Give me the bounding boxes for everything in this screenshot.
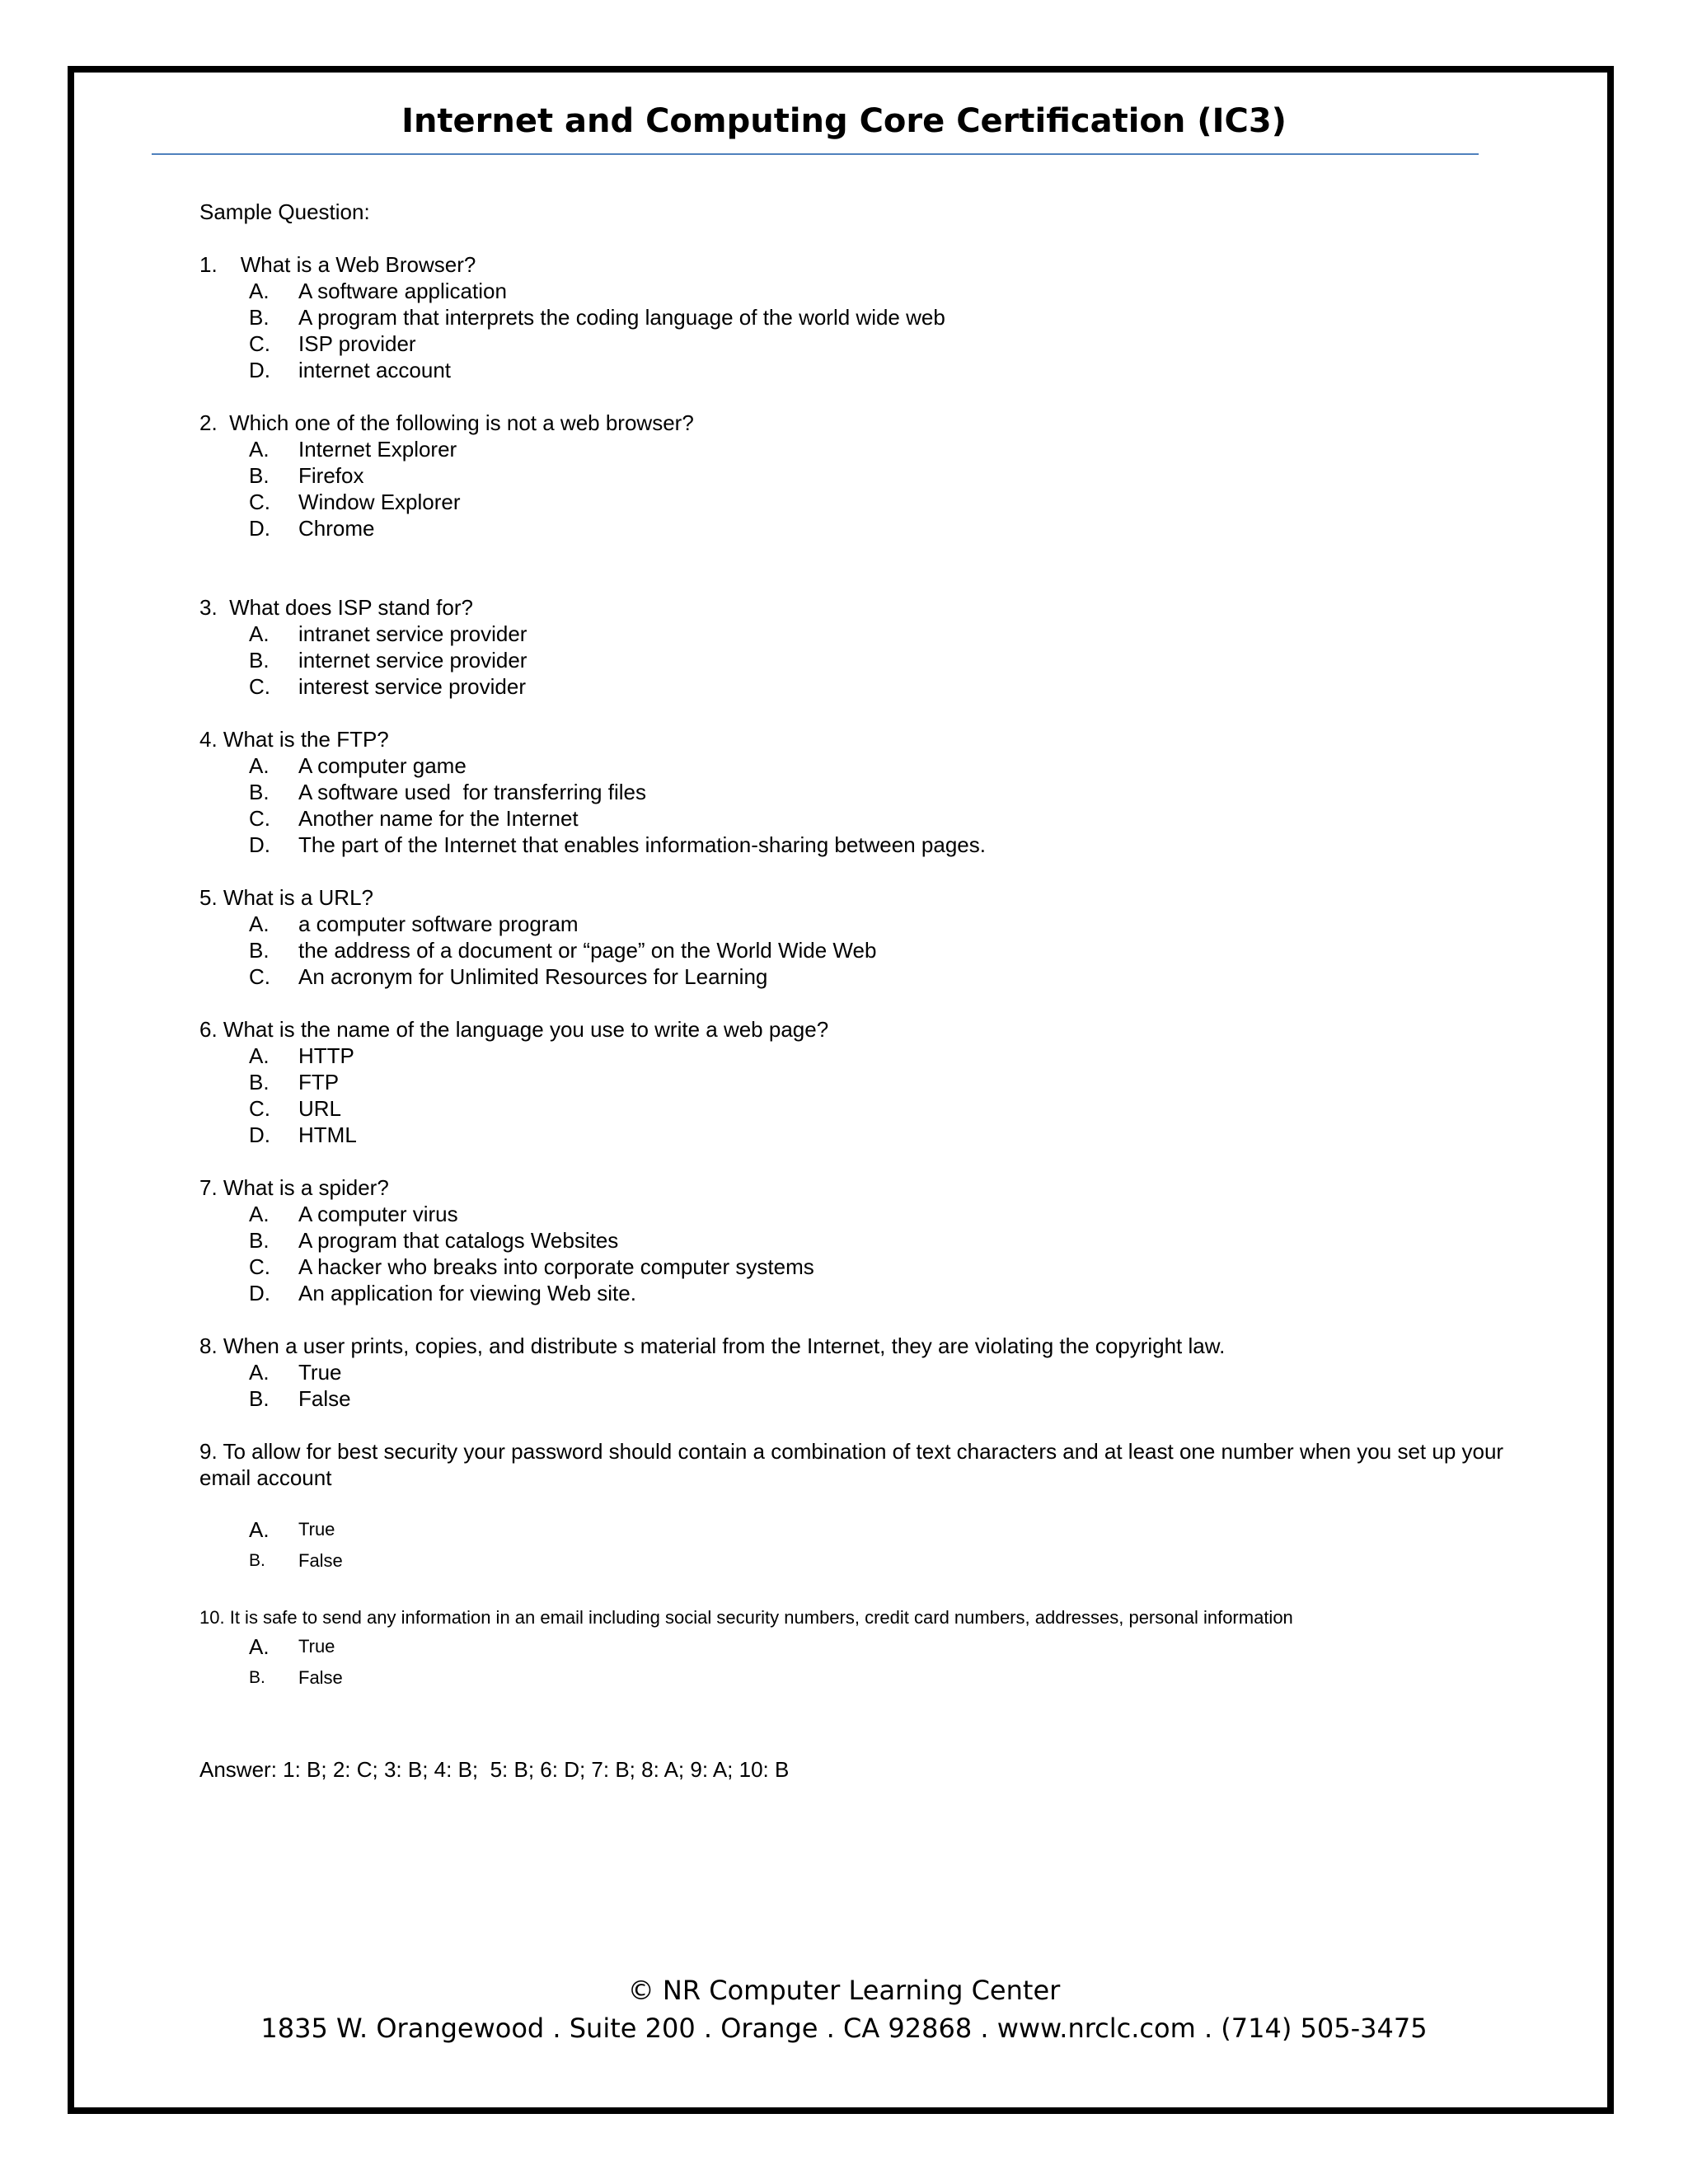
option-letter: B. — [249, 1228, 270, 1253]
question-list — [199, 198, 1518, 1783]
intro-label: Sample Question: — [199, 199, 370, 224]
option-a — [199, 278, 1518, 304]
question-text — [199, 251, 1518, 278]
option-text: HTTP — [298, 1043, 354, 1068]
option-c — [199, 963, 1518, 990]
option-list — [199, 911, 1518, 990]
question-label: What is a URL? — [223, 885, 373, 910]
question-number: 4. — [199, 727, 218, 752]
option-text: intranet service provider — [298, 621, 528, 646]
option-letter: C. — [249, 674, 270, 699]
option-letter: B. — [249, 1070, 270, 1094]
option-text: A hacker who breaks into corporate computer systems — [298, 1254, 814, 1279]
option-letter: A. — [249, 437, 270, 462]
question-text — [199, 594, 1518, 621]
option-d — [199, 515, 1518, 541]
question-text — [199, 410, 1518, 436]
option-b — [199, 647, 1518, 673]
question-label: Which one of the following is not a web browser? — [229, 410, 694, 435]
option-b — [199, 1227, 1518, 1254]
option-list — [199, 1514, 1518, 1577]
option-d — [199, 1122, 1518, 1148]
option-b — [199, 1385, 1518, 1412]
copyright-line: © NR Computer Learning Center — [627, 1975, 1061, 2006]
question-label: What is the name of the language you use to write a web page? — [223, 1017, 829, 1042]
option-b — [199, 304, 1518, 330]
option-letter: B. — [249, 1386, 270, 1411]
question-4 — [199, 726, 1518, 858]
option-c — [199, 1254, 1518, 1280]
option-text: True — [298, 1519, 335, 1540]
option-letter: D. — [249, 1281, 270, 1305]
option-d — [199, 357, 1518, 383]
option-letter: A. — [249, 753, 270, 778]
option-letter: B. — [249, 305, 270, 330]
question-2 — [199, 410, 1518, 541]
question-label: What is the FTP? — [223, 727, 389, 752]
question-9 — [199, 1438, 1518, 1577]
option-letter: C. — [249, 490, 270, 514]
option-letter: A. — [249, 279, 270, 303]
option-a — [199, 1514, 1518, 1545]
option-text: the address of a document or “page” on the World Wide Web — [298, 938, 877, 963]
option-text: A software used for transferring files — [298, 780, 646, 804]
option-a — [199, 436, 1518, 462]
option-letter: B. — [249, 648, 270, 673]
option-text: An application for viewing Web site. — [298, 1281, 636, 1305]
question-label: It is safe to send any information in an email including social security numbers, credit card numbers, addresses, personal information — [229, 1607, 1293, 1628]
option-text: Window Explorer — [298, 490, 461, 514]
option-b — [199, 1662, 1518, 1694]
option-text: Chrome — [298, 516, 375, 541]
option-c — [199, 489, 1518, 515]
option-text: internet account — [298, 358, 452, 382]
option-text: A computer game — [298, 753, 467, 778]
option-letter: B. — [249, 1668, 265, 1687]
question-number: 5. — [199, 885, 218, 910]
option-letter: C. — [249, 1254, 270, 1279]
question-number: 10. — [199, 1607, 225, 1628]
option-text: True — [298, 1636, 335, 1657]
question-text — [199, 1333, 1518, 1359]
option-b — [199, 462, 1518, 489]
option-text: A program that catalogs Websites — [298, 1228, 619, 1253]
option-list — [199, 621, 1518, 700]
option-letter: C. — [249, 1096, 270, 1121]
option-text: HTML — [298, 1122, 357, 1147]
question-text — [199, 1605, 1518, 1631]
answer-key: Answer: 1: B; 2: C; 3: B; 4: B; 5: B; 6: D; 7: B; 8: A; 9: A; 10: B — [199, 1757, 790, 1782]
question-3 — [199, 594, 1518, 700]
address-line: 1835 W. Orangewood . Suite 200 . Orange . CA 92868 . www.nrclc.com . (714) 505-3475 — [260, 2013, 1428, 2044]
option-letter: B. — [249, 463, 270, 488]
option-letter: D. — [249, 1122, 270, 1147]
option-b — [199, 937, 1518, 963]
option-b — [199, 779, 1518, 805]
question-text — [199, 1174, 1518, 1201]
option-c — [199, 673, 1518, 700]
option-list — [199, 1631, 1518, 1694]
option-a — [199, 621, 1518, 647]
question-text — [199, 726, 1518, 752]
option-a — [199, 1043, 1518, 1069]
question-label: What is a spider? — [223, 1175, 389, 1200]
option-letter: A. — [249, 912, 270, 936]
option-a — [199, 752, 1518, 779]
question-number: 3. — [199, 595, 218, 620]
option-letter: A. — [249, 621, 270, 646]
option-text: A program that interprets the coding language of the world wide web — [298, 305, 945, 330]
option-letter: D. — [249, 516, 270, 541]
option-text: a computer software program — [298, 912, 579, 936]
question-number: 1. — [199, 252, 218, 277]
option-list — [199, 1201, 1518, 1306]
option-letter: A. — [249, 1360, 270, 1385]
option-text: An acronym for Unlimited Resources for Learning — [298, 964, 768, 989]
question-number: 9. — [199, 1439, 218, 1464]
option-text: A software application — [298, 279, 507, 303]
option-list — [199, 278, 1518, 383]
question-1 — [199, 251, 1518, 383]
option-d — [199, 832, 1518, 858]
option-a — [199, 911, 1518, 937]
option-text: False — [298, 1386, 351, 1411]
option-text: True — [298, 1360, 342, 1385]
title-divider — [152, 153, 1479, 155]
question-number: 2. — [199, 410, 218, 435]
option-b — [199, 1069, 1518, 1095]
option-text: Another name for the Internet — [298, 806, 579, 831]
option-list — [199, 1043, 1518, 1148]
option-text: FTP — [298, 1070, 340, 1094]
option-d — [199, 1280, 1518, 1306]
option-a — [199, 1201, 1518, 1227]
question-6 — [199, 1016, 1518, 1148]
question-label: When a user prints, copies, and distribute s material from the Internet, they are violating the copyright law. — [223, 1333, 1226, 1358]
option-letter: A. — [249, 1043, 270, 1068]
question-text — [199, 1438, 1510, 1491]
option-text: interest service provider — [298, 674, 526, 699]
question-number: 8. — [199, 1333, 218, 1358]
option-letter: D. — [249, 832, 270, 857]
option-letter: C. — [249, 806, 270, 831]
option-c — [199, 1095, 1518, 1122]
option-text: URL — [298, 1096, 342, 1121]
option-c — [199, 330, 1518, 357]
option-letter: A. — [249, 1202, 270, 1226]
question-label: What does ISP stand for? — [229, 595, 473, 620]
question-number: 6. — [199, 1017, 218, 1042]
question-8 — [199, 1333, 1518, 1412]
option-letter: C. — [249, 964, 270, 989]
option-letter: C. — [249, 331, 270, 356]
question-number: 7. — [199, 1175, 218, 1200]
option-text: False — [298, 1667, 343, 1688]
question-label: To allow for best security your password should contain a combination of text characters and at least one number when you set up your email account — [199, 1439, 1504, 1490]
question-text — [199, 1016, 1518, 1043]
option-text: A computer virus — [298, 1202, 458, 1226]
option-text: False — [298, 1550, 343, 1571]
option-b — [199, 1545, 1518, 1577]
question-text — [199, 884, 1518, 911]
page-title: Internet and Computing Core Certification (IC3) — [401, 102, 1287, 140]
option-a — [199, 1631, 1518, 1662]
option-letter: B. — [249, 780, 270, 804]
question-5 — [199, 884, 1518, 990]
question-7 — [199, 1174, 1518, 1306]
option-c — [199, 805, 1518, 832]
option-list — [199, 752, 1518, 858]
option-letter: A. — [249, 1517, 270, 1542]
option-text: Internet Explorer — [298, 437, 457, 462]
option-list — [199, 1359, 1518, 1412]
question-10 — [199, 1605, 1518, 1694]
option-letter: B. — [249, 938, 270, 963]
option-letter: B. — [249, 1551, 265, 1570]
option-text: ISP provider — [298, 331, 416, 356]
option-letter: D. — [249, 358, 270, 382]
option-letter: A. — [249, 1634, 270, 1659]
option-text: The part of the Internet that enables information-sharing between pages. — [298, 832, 986, 857]
option-text: internet service provider — [298, 648, 528, 673]
option-a — [199, 1359, 1518, 1385]
option-text: Firefox — [298, 463, 364, 488]
option-list — [199, 436, 1518, 541]
question-label: What is a Web Browser? — [240, 252, 476, 277]
